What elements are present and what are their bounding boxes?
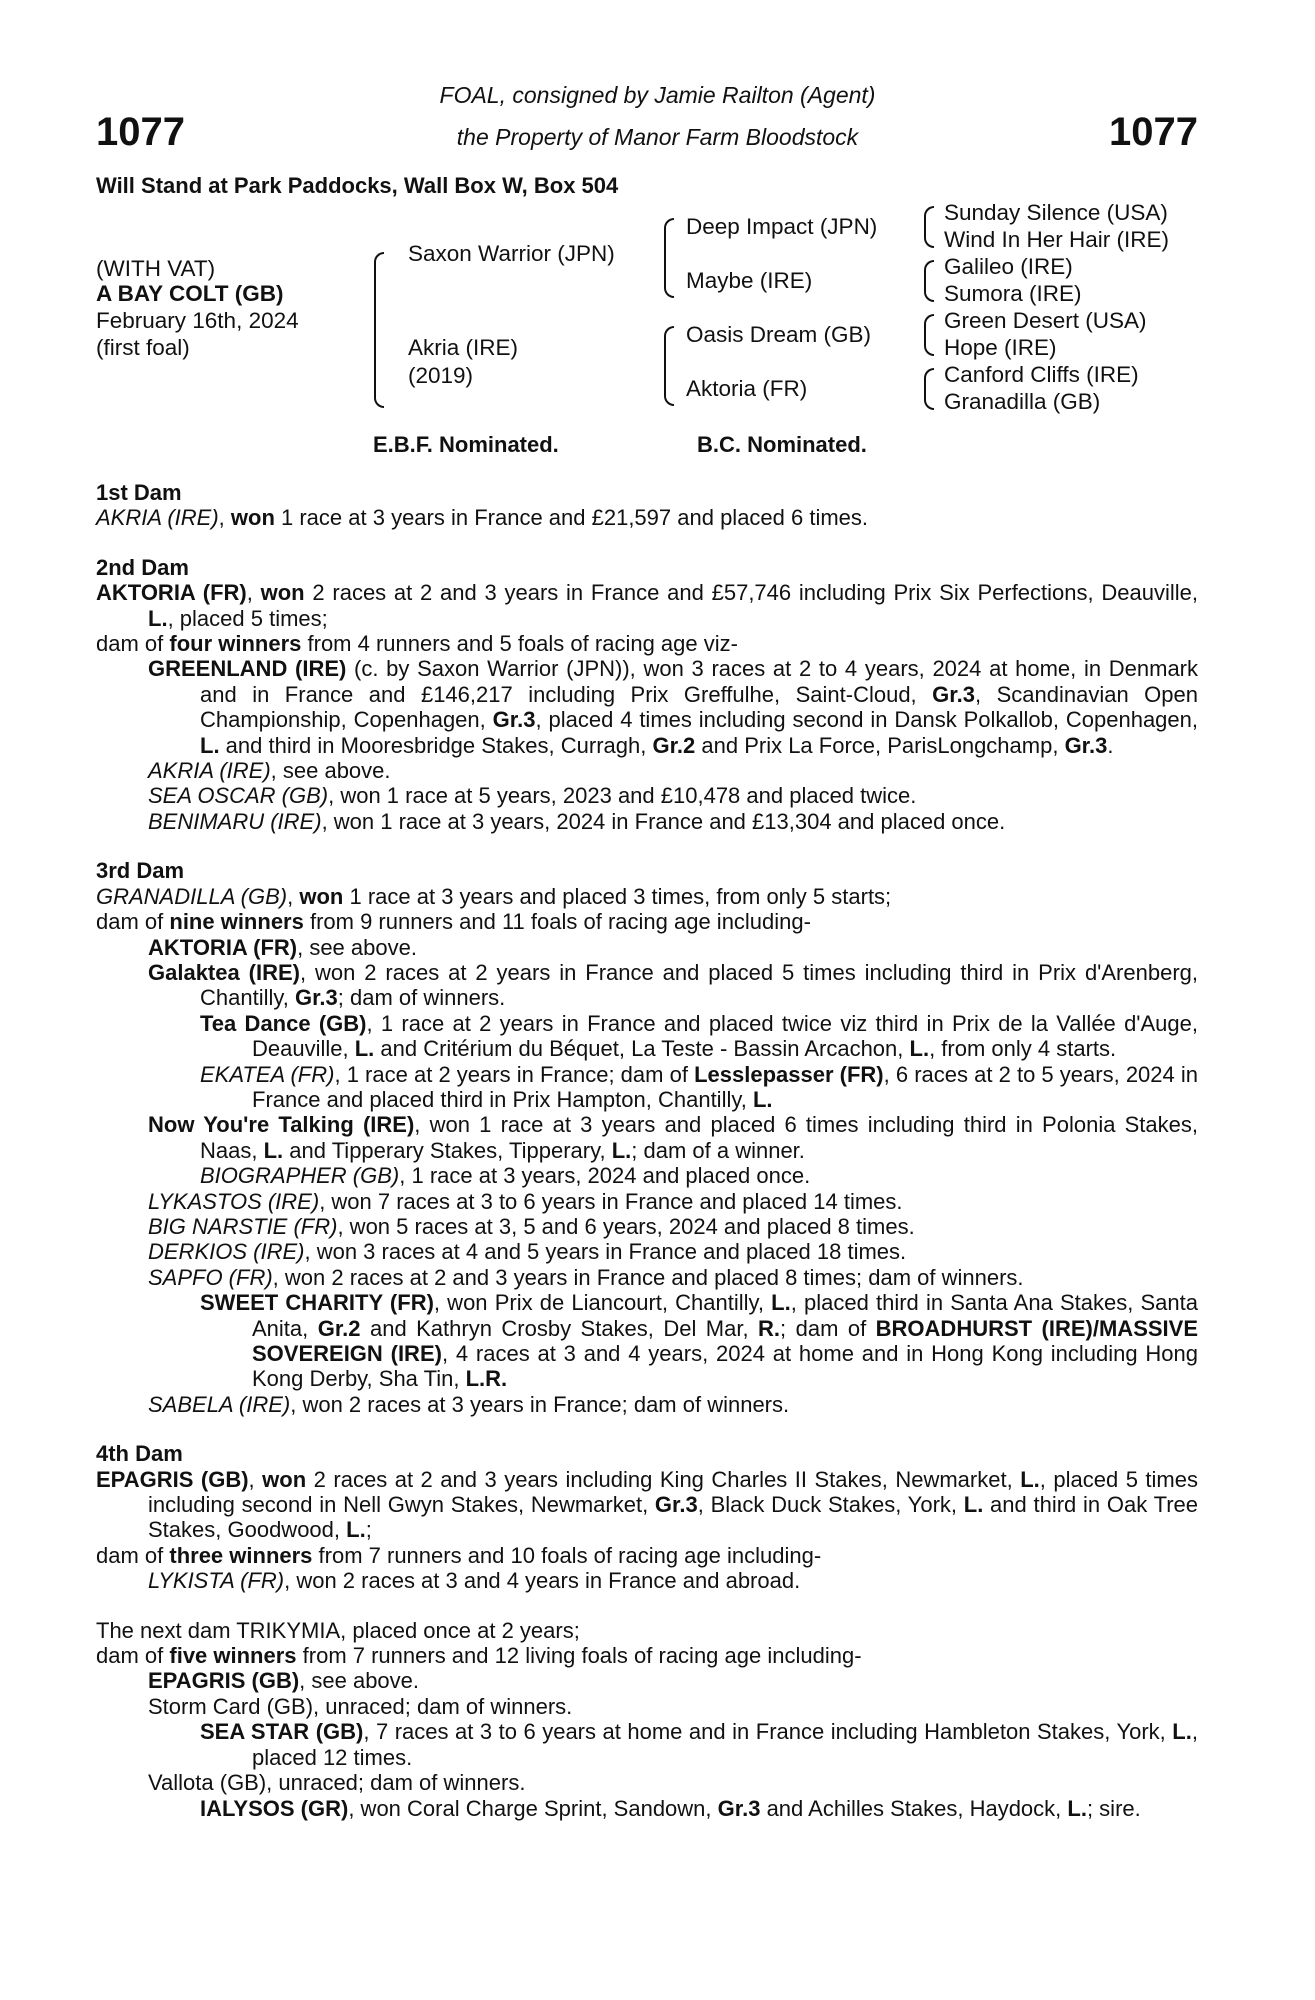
- text: and Tipperary Stakes, Tipperary,: [283, 1137, 612, 1163]
- produce-record: [96, 505, 1198, 530]
- text: , 6 races at 2 to 5 years, 2024 in France and placed third in Prix Hampton, Chantilly,: [252, 1061, 1199, 1112]
- produce-record: [96, 1568, 1198, 1593]
- ancestor: Canford Cliffs (IRE): [944, 362, 1139, 387]
- text: , see above.: [270, 758, 391, 784]
- property-line: the Property of Manor Farm Bloodstock: [456, 124, 859, 150]
- text: and Kathryn Crosby Stakes, Del Mar,: [360, 1315, 759, 1341]
- section-heading: 4th Dam: [96, 1441, 183, 1467]
- bold-text: Gr.2: [652, 732, 696, 758]
- text: ; dam of: [780, 1315, 876, 1341]
- text: ,: [218, 505, 231, 531]
- text: , placed third in Santa Ana Stakes, Santa Anita,: [252, 1290, 1199, 1341]
- produce-record: [96, 809, 1198, 834]
- bold-text: Lesslepasser (FR): [694, 1061, 884, 1087]
- bold-text: Gr.3: [654, 1492, 698, 1518]
- text: , 7 races at 3 to 6 years at home and in France including Hambleton Stakes, York,: [363, 1719, 1173, 1745]
- text: The next dam TRIKYMIA, placed once at 2 years;: [96, 1617, 580, 1643]
- produce-record: [96, 935, 1198, 960]
- text: Storm Card (GB), unraced; dam of winners.: [148, 1693, 573, 1719]
- produce-record: [96, 1112, 1198, 1163]
- bold-text: won: [299, 883, 344, 909]
- bold-text: EPAGRIS (GB): [96, 1466, 249, 1492]
- lot-number-left: 1077: [96, 110, 185, 154]
- granddam: Maybe (IRE): [686, 268, 813, 293]
- bold-text: won: [262, 1466, 307, 1492]
- produce-record: [96, 1265, 1198, 1290]
- bold-text: SEA STAR (GB): [200, 1719, 364, 1745]
- dam-section: [96, 1618, 1198, 1821]
- grandsire: Deep Impact (JPN): [686, 214, 878, 239]
- bold-text: L.: [200, 732, 220, 758]
- lot-number-right: 1077: [1109, 110, 1198, 154]
- italic-text: LYKISTA (FR): [148, 1568, 285, 1594]
- italic-text: LYKASTOS (IRE): [148, 1188, 320, 1214]
- produce-record: [96, 1189, 1198, 1214]
- italic-text: SABELA (IRE): [148, 1391, 291, 1417]
- text: and Achilles Stakes, Haydock,: [760, 1795, 1068, 1821]
- ebf-nomination: E.B.F. Nominated.: [373, 432, 559, 457]
- consignor-line: FOAL, consigned by Jamie Railton (Agent): [439, 82, 876, 108]
- vat-note: (WITH VAT): [96, 256, 216, 281]
- text: dam of: [96, 1643, 170, 1669]
- text: , placed 5 times including second in Nell Gwyn Stakes, Newmarket,: [148, 1466, 1198, 1518]
- bold-text: L.: [1172, 1719, 1192, 1745]
- text: from 4 runners and 5 foals of racing age viz-: [301, 631, 738, 657]
- text: from 7 runners and 10 foals of racing age including-: [312, 1542, 822, 1568]
- text: dam of: [96, 909, 170, 935]
- text: and third in Oak Tree Stakes, Goodwood,: [148, 1492, 1198, 1543]
- text: ; dam of a winner.: [631, 1137, 805, 1163]
- italic-text: SAPFO (FR): [148, 1264, 273, 1290]
- text: , placed 4 times including second in Dansk Polkallob, Copenhagen,: [535, 707, 1198, 733]
- produce-record: [96, 580, 1198, 631]
- ancestor: Sumora (IRE): [944, 281, 1082, 306]
- italic-text: BIOGRAPHER (GB): [200, 1163, 400, 1189]
- brace: [924, 206, 934, 248]
- section-heading: 1st Dam: [96, 480, 182, 505]
- bold-text: L.: [611, 1137, 632, 1163]
- bold-text: L.: [263, 1137, 284, 1163]
- text: , Scandinavian Open Championship, Copenhagen,: [200, 681, 1198, 733]
- foaling-date: February 16th, 2024: [96, 308, 299, 333]
- bold-text: five winners: [169, 1643, 297, 1669]
- bold-text: Gr.2: [317, 1315, 361, 1341]
- bold-text: EPAGRIS (GB): [148, 1668, 300, 1694]
- produce-record: [96, 1719, 1198, 1770]
- produce-record: [96, 1062, 1198, 1113]
- bold-text: nine winners: [169, 909, 304, 935]
- produce-record: [96, 909, 1198, 934]
- bold-text: AKTORIA (FR): [96, 580, 247, 606]
- dam-section: [96, 1441, 1198, 1593]
- horse-name: A BAY COLT (GB): [96, 281, 284, 306]
- text: , placed 12 times.: [252, 1719, 1198, 1770]
- sire: Saxon Warrior (JPN): [408, 241, 615, 266]
- text: , won 5 races at 3, 5 and 6 years, 2024 and placed 8 times.: [337, 1213, 915, 1239]
- produce-record: [96, 783, 1198, 808]
- produce-record: [96, 758, 1198, 783]
- produce-record: [96, 1239, 1198, 1264]
- text: ; dam of winners.: [337, 985, 506, 1011]
- bold-text: L.: [752, 1086, 773, 1112]
- text: dam of: [96, 631, 170, 657]
- text: , won 3 races at 4 and 5 years in France and placed 18 times.: [304, 1239, 907, 1265]
- brace: [664, 326, 674, 406]
- produce-record: [96, 1214, 1198, 1239]
- bold-text: L.: [1067, 1795, 1087, 1821]
- bold-text: L.: [346, 1517, 366, 1543]
- bold-text: AKTORIA (FR): [148, 934, 298, 960]
- bold-text: won: [260, 580, 305, 606]
- text: from 7 runners and 12 living foals of racing age including-: [296, 1643, 862, 1669]
- bold-text: three winners: [169, 1542, 313, 1568]
- brace: [924, 368, 934, 410]
- text: Vallota (GB), unraced; dam of winners.: [148, 1770, 526, 1796]
- text: , 1 race at 2 years in France and placed twice viz third in Prix de la Vallée d'Auge, Deauville,: [252, 1010, 1198, 1062]
- text: , see above.: [299, 1668, 420, 1694]
- produce-record: [96, 1543, 1198, 1568]
- bold-text: Gr.3: [932, 681, 975, 707]
- bc-nomination: B.C. Nominated.: [697, 432, 867, 457]
- produce-record: [96, 1011, 1198, 1062]
- text: , won 1 race at 3 years and placed 6 times including third in Polonia Stakes, Naas,: [200, 1112, 1199, 1163]
- produce-record: [96, 1770, 1198, 1795]
- text: , won 1 race at 5 years, 2023 and £10,478 and placed twice.: [328, 783, 917, 809]
- ancestor: Green Desert (USA): [944, 308, 1147, 333]
- italic-text: EKATEA (FR): [200, 1061, 335, 1087]
- text: and Critérium du Béquet, La Teste - Bassin Arcachon,: [374, 1036, 910, 1062]
- stand-location: Will Stand at Park Paddocks, Wall Box W, Box 504: [96, 173, 619, 198]
- italic-text: DERKIOS (IRE): [148, 1239, 305, 1265]
- produce-record: [96, 1668, 1198, 1693]
- bold-text: L.: [148, 605, 168, 631]
- italic-text: BENIMARU (IRE): [148, 808, 322, 834]
- text: ,: [287, 883, 300, 909]
- text: (c. by Saxon Warrior (JPN)), won 3 races at 2 to 4 years, 2024 at home, in Denmark and in France and £146,217 including Prix Greffulhe, Saint-Cloud,: [200, 656, 1199, 707]
- text: and Prix La Force, ParisLongchamp,: [695, 732, 1065, 758]
- text: 1 race at 3 years in France and £21,597 and placed 6 times.: [274, 505, 869, 531]
- dam-year: (2019): [408, 363, 474, 388]
- text: ;: [365, 1517, 372, 1543]
- dam-section: [96, 480, 1198, 531]
- italic-text: AKRIA (IRE): [96, 505, 219, 531]
- bold-text: L.R.: [465, 1366, 508, 1392]
- produce-record: [96, 960, 1198, 1011]
- produce-record: [96, 1163, 1198, 1188]
- ancestor: Wind In Her Hair (IRE): [944, 227, 1170, 252]
- bold-text: Gr.3: [1064, 732, 1108, 758]
- produce-record: [96, 1618, 1198, 1643]
- text: , 1 race at 3 years, 2024 and placed once.: [399, 1163, 811, 1189]
- produce-record: [96, 631, 1198, 656]
- brace: [664, 218, 674, 298]
- section-heading: 3rd Dam: [96, 858, 185, 884]
- italic-text: GRANADILLA (GB): [96, 883, 288, 909]
- brace: [924, 314, 934, 356]
- bold-text: L.: [771, 1290, 791, 1316]
- foal-note: (first foal): [96, 335, 190, 360]
- text: , won 7 races at 3 to 6 years in France and placed 14 times.: [319, 1188, 903, 1214]
- bold-text: IALYSOS (GR): [200, 1795, 349, 1821]
- produce-record: [96, 884, 1198, 909]
- text: dam of: [96, 1542, 170, 1568]
- brace: [924, 260, 934, 302]
- produce-record: [96, 1392, 1198, 1417]
- produce-record: [96, 1694, 1198, 1719]
- text: 2 races at 2 and 3 years including King Charles II Stakes, Newmarket,: [306, 1466, 1021, 1492]
- bold-text: L.: [963, 1492, 984, 1518]
- bold-text: L.: [909, 1036, 930, 1062]
- produce-record: [96, 1290, 1198, 1392]
- text: , won Prix de Liancourt, Chantilly,: [433, 1290, 772, 1316]
- text: ; sire.: [1086, 1795, 1141, 1821]
- italic-text: AKRIA (IRE): [148, 758, 271, 784]
- text: .: [1107, 732, 1114, 758]
- bold-text: Now You're Talking (IRE): [148, 1112, 415, 1138]
- bold-text: Gr.3: [294, 985, 338, 1011]
- bold-text: GREENLAND (IRE): [148, 656, 347, 682]
- bold-text: Gr.3: [492, 707, 536, 733]
- grandsire: Oasis Dream (GB): [686, 322, 872, 347]
- ancestor: Sunday Silence (USA): [944, 200, 1168, 225]
- ancestor: Granadilla (GB): [944, 389, 1101, 414]
- bold-text: BROADHURST (IRE)/MASSIVE SOVEREIGN (IRE): [252, 1315, 1199, 1366]
- text: , won 2 races at 2 and 3 years in France and placed 8 times; dam of winners.: [272, 1264, 1024, 1290]
- text: , won Coral Charge Sprint, Sandown,: [348, 1795, 718, 1821]
- dam: Akria (IRE): [408, 335, 519, 360]
- dam-line-details: [96, 480, 1198, 1821]
- produce-record: [96, 1467, 1198, 1543]
- dam-section: [96, 555, 1198, 834]
- italic-text: BIG NARSTIE (FR): [148, 1213, 338, 1239]
- bold-text: won: [230, 505, 275, 531]
- text: , placed 5 times;: [167, 605, 328, 631]
- bold-text: L.: [354, 1036, 375, 1062]
- text: and third in Mooresbridge Stakes, Curragh,: [219, 732, 653, 758]
- text: , 4 races at 3 and 4 years, 2024 at home and in Hong Kong including Hong Kong Derby, Sha Tin,: [252, 1341, 1199, 1392]
- text: , won 2 races at 3 years in France; dam of winners.: [290, 1391, 790, 1417]
- text: 1 race at 3 years and placed 3 times, from only 5 starts;: [343, 883, 892, 909]
- bold-text: four winners: [169, 631, 302, 657]
- text: , 1 race at 2 years in France; dam of: [334, 1061, 695, 1087]
- text: , won 2 races at 2 years in France and placed 5 times including third in Prix d'Arenberg, Chantilly,: [200, 959, 1198, 1011]
- text: , won 2 races at 3 and 4 years in France and abroad.: [284, 1568, 801, 1594]
- bold-text: R.: [758, 1315, 781, 1341]
- produce-record: [96, 1796, 1198, 1821]
- ancestor: Galileo (IRE): [944, 254, 1073, 279]
- text: , won 1 race at 3 years, 2024 in France and £13,304 and placed once.: [321, 808, 1006, 834]
- text: , from only 4 starts.: [929, 1036, 1117, 1062]
- text: ,: [248, 1466, 263, 1492]
- bold-text: Tea Dance (GB): [200, 1010, 367, 1036]
- bold-text: L.: [1020, 1466, 1040, 1492]
- produce-record: [96, 1643, 1198, 1668]
- text: , Black Duck Stakes, York,: [697, 1492, 964, 1518]
- brace: [374, 252, 384, 408]
- bold-text: Gr.3: [717, 1795, 761, 1821]
- ancestor: Hope (IRE): [944, 335, 1057, 360]
- text: ,: [246, 580, 261, 606]
- text: from 9 runners and 11 foals of racing age including-: [303, 909, 811, 935]
- section-heading: 2nd Dam: [96, 554, 189, 580]
- text: , see above.: [297, 934, 417, 960]
- granddam: Aktoria (FR): [686, 376, 808, 401]
- dam-section: [96, 858, 1198, 1417]
- text: 2 races at 2 and 3 years in France and £57,746 including Prix Six Perfections, Deauville,: [304, 580, 1198, 606]
- bold-text: Galaktea (IRE): [148, 959, 300, 985]
- bold-text: SWEET CHARITY (FR): [200, 1290, 434, 1316]
- italic-text: SEA OSCAR (GB): [148, 783, 329, 809]
- produce-record: [96, 656, 1198, 758]
